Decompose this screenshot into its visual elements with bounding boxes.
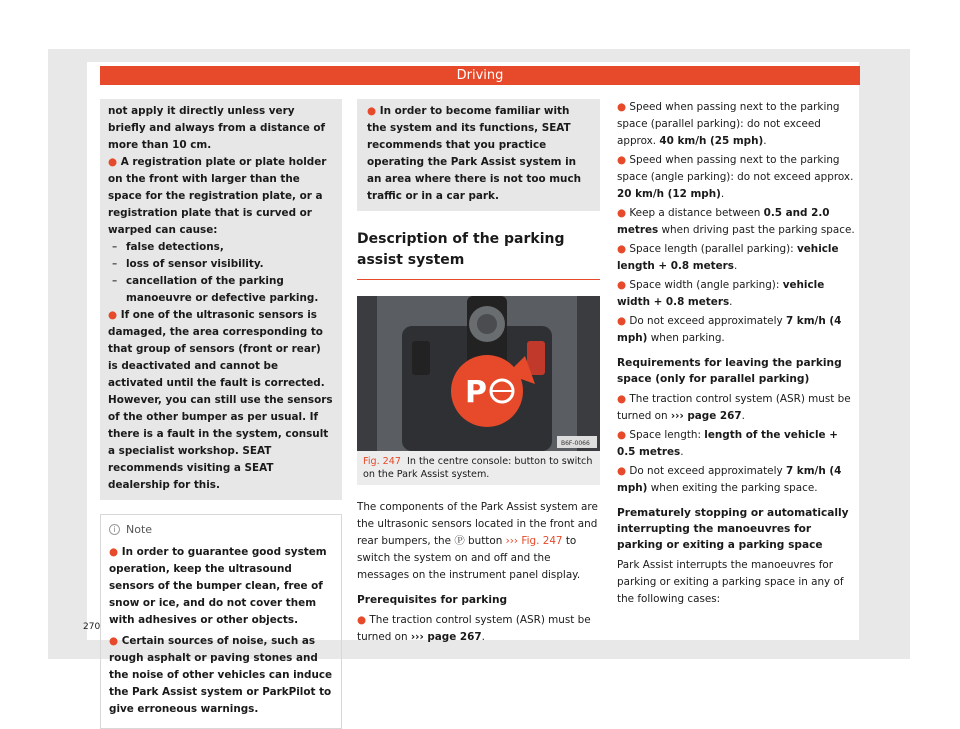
list-item: ● Space length (parallel parking): vehicle length + 0.8 meters.: [617, 243, 839, 272]
bullet-icon: ●: [617, 243, 627, 255]
list-item: ● Speed when passing next to the parking space (angle parking): do not exceed approx. 20 km/h (12 mph).: [617, 154, 854, 200]
section-heading: Description of the parking assist system: [357, 229, 600, 280]
figure-code: B6F-0066: [561, 440, 590, 447]
bullet-icon: ●: [617, 279, 627, 291]
warning-text: not apply it directly unless very briefly and always from a distance of more than 10 cm.: [108, 105, 326, 151]
park-assist-badge: P: [465, 375, 487, 410]
note-bullet: ● Certain sources of noise, such as rough asphalt or paving stones and the noise of other vehicles can induce the Park Assist system or ParkPilot to give erroneous warnings.: [109, 635, 333, 715]
subheading: Prematurely stopping or automatically interrupting the manoeuvres for parking or exiting a parking space: [617, 507, 849, 551]
warning-bullet: ● A registration plate or plate holder on the front with larger than the space for the registration plate, or a registration plate that is curved or warped can cause:: [108, 156, 327, 236]
subheading: Prerequisites for parking: [357, 594, 508, 606]
figure-label: Fig. 247: [363, 456, 401, 467]
list-item: ● Do not exceed approximately 7 km/h (4 mph) when exiting the parking space.: [617, 465, 842, 494]
bullet-icon: ●: [617, 315, 627, 327]
note-bullet: ● In order to guarantee good system operation, keep the ultrasound sensors of the bumper clean, free of snow or ice, and do not cover them with adhesives or other objects.: [109, 546, 327, 626]
bullet-icon: ●: [617, 207, 627, 219]
bullet-icon: ●: [109, 546, 119, 558]
note-box: [100, 514, 342, 729]
list-item: ● Keep a distance between 0.5 and 2.0 metres when driving past the parking space.: [617, 207, 855, 236]
bullet-icon: ●: [617, 465, 627, 477]
warning-box-2: ● In order to become familiar with the system and its functions, SEAT recommends that you practice operating the Park Assist system in an area where there is not too much traffic or in a car park.: [357, 99, 600, 211]
bullet-icon: ●: [617, 393, 627, 405]
column-3: [617, 99, 857, 608]
bullet-icon: ●: [617, 101, 627, 113]
figure-caption: Fig. 247 In the centre console: button to switch on the Park Assist system.: [357, 451, 600, 485]
body-bullet: ● The traction control system (ASR) must be turned on ››› page 267.: [357, 614, 591, 643]
section-header: Driving: [100, 66, 860, 85]
park-assist-icon: Ⓟ: [454, 535, 465, 547]
body-paragraph: Park Assist interrupts the manoeuvres for parking or exiting a parking space in any of the following cases:: [617, 559, 844, 605]
bullet-icon: ●: [108, 309, 118, 321]
page-number: 270: [83, 622, 101, 632]
list-item: ● The traction control system (ASR) must be turned on ››› page 267.: [617, 393, 851, 422]
subheading: Requirements for leaving the parking space (only for parallel parking): [617, 357, 842, 385]
list-item: ● Do not exceed approximately 7 km/h (4 mph) when parking.: [617, 315, 842, 344]
list-item: ● Space width (angle parking): vehicle width + 0.8 meters.: [617, 279, 825, 308]
warning-dash-item: – loss of sensor visibility.: [108, 256, 334, 273]
bullet-icon: ●: [109, 635, 119, 647]
figure-image: [357, 296, 600, 451]
body-paragraph: The components of the Park Assist system are the ultrasonic sensors located in the front and rear bumpers, the Ⓟ button ››› Fig. 247 to switch the system on and off and the messages on the instrument panel display.: [357, 501, 598, 581]
page-link[interactable]: ››› page 267: [410, 631, 482, 643]
info-icon: i: [109, 524, 120, 535]
column-1: [100, 99, 342, 729]
figure: [357, 296, 600, 485]
note-header: i Note: [109, 521, 333, 538]
figure-link[interactable]: ››› Fig. 247: [505, 535, 563, 547]
bullet-icon: ●: [617, 154, 627, 166]
warning-dash-item: – false detections,: [108, 239, 334, 256]
bullet-icon: ●: [617, 429, 627, 441]
warning-box: [100, 99, 342, 500]
list-item: ● Speed when passing next to the parking space (parallel parking): do not exceed approx. 40 km/h (25 mph).: [617, 101, 840, 147]
bullet-icon: ●: [367, 105, 377, 117]
warning-bullet: ● If one of the ultrasonic sensors is damaged, the area corresponding to that group of sensors (front or rear) is deactivated and cannot be activated until the fault is corrected. However, you can still use the sensors of the other bumper as per usual. If there is a fault in the system, consult a specialist workshop. SEAT recommends visiting a SEAT dealership for this.: [108, 309, 333, 491]
page-link[interactable]: ››› page 267: [670, 410, 742, 422]
bullet-icon: ●: [357, 614, 367, 626]
bullet-icon: ●: [108, 156, 118, 168]
column-2: [357, 99, 600, 646]
warning-dash-item: – cancellation of the parking manoeuvre or defective parking.: [108, 273, 334, 307]
list-item: ● Space length: length of the vehicle + 0.5 metres.: [617, 429, 838, 458]
